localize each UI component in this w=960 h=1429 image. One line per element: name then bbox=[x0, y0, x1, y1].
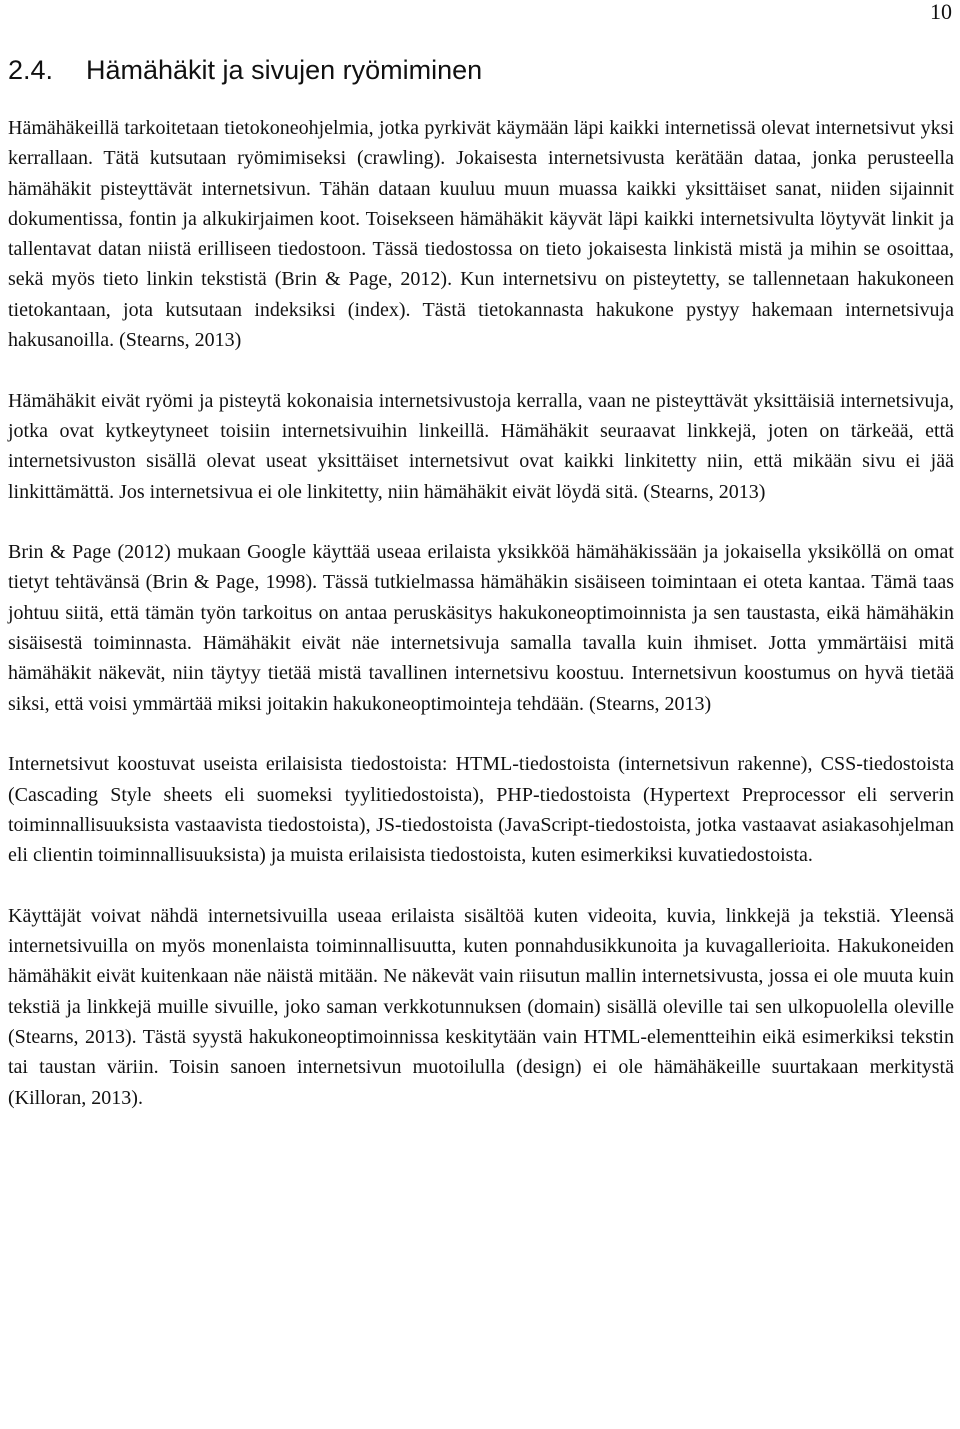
page-number: 10 bbox=[930, 0, 952, 24]
paragraph-spider-view: Käyttäjät voivat nähdä internetsivuilla useaa erilaista sisältöä kuten videoita, kuvia, linkkejä ja tekstiä. Yleensä internetsivuilla on myös monenlaista toiminnallisuutta, kuten ponnahdusikkunoita ja kuvagallerioita. Hakukoneiden hämähäkit eivät kuitenkaan näe näistä mitään. Ne näkevät vain riisutun mallin internetsivusta, jossa ei ole muuta kuin tekstiä ja linkkejä muille sivuille, joko saman verkkotunnuksen (domain) sisällä oleville tai sen ulkopuolella oleville (Stearns, 2013). Tästä syystä hakukoneoptimoinnissa keskitytään vain HTML-elementteihin eikä esimerkiksi tekstin tai taustan väriin. Toisin sanoen internetsivun muotoilulla (design) ei ole hämähäkeille suurtakaan merkitystä (Killoran, 2013). bbox=[8, 904, 954, 1109]
section-heading bbox=[8, 50, 482, 90]
paragraph-google-spider: Brin & Page (2012) mukaan Google käyttää useaa erilaista yksikköä hämähäkissään ja jokaisella yksiköllä on omat tietyt tehtävänsä (Brin & Page, 1998). Tässä tutkielmassa hämähäkin sisäiseen toimintaan ei oteta kantaa. Tämä taas johtuu siitä, että tämän työn tarkoitus on antaa peruskäsitys hakukoneoptimoinnista ja sen taustasta, eikä hämähäkin sisäisestä toiminnasta. Hämähäkit eivät näe internetsivuja samalla tavalla kuin ihmiset. Jotta ymmärtäisi mitä hämähäkit näkevät, niin täytyy tietää mistä tavallinen internetsivu koostuu. Internetsivun koostumus on hyvä tietää siksi, että voisi ymmärtää miksi joitakin hakukoneoptimointeja tehdään. (Stearns, 2013) bbox=[8, 541, 954, 715]
paragraph-crawling: Hämähäkeillä tarkoitetaan tietokoneohjelmia, jotka pyrkivät käymään läpi kaikki internetissä olevat internetsivut yksi kerrallaan. Tätä kutsutaan ryömimiseksi (crawling). Jokaisesta internetsivusta kerätään dataa, jonka perusteella hämähäkit pisteyttävät internetsivun. Tähän dataan kuuluu muun muassa kaikki yksittäiset sanat, niiden sijainnit dokumentissa, fontin ja alkukirjaimen koot. Toisekseen hämähäkit käyvät läpi kaikki internetsivulta löytyvät linkit ja tallentavat datan niistä erilliseen tiedostoon. Tässä tiedostossa on tieto jokaisesta linkistä mistä ja mihin se osoittaa, sekä myös tieto linkin tekstistä (Brin & Page, 2012). Kun internetsivu on pisteytetty, se tallennetaan hakukoneen tietokantaan, jota kutsutaan indeksiksi (index). Tästä tietokannasta hakukone pystyy hakemaan internetsivuja hakusanoilla. (Stearns, 2013) bbox=[8, 117, 954, 352]
paragraph-linking: Hämähäkit eivät ryömi ja pisteytä kokonaisia internetsivustoja kerralla, vaan ne pisteyttävät yksittäisiä internetsivuja, jotka ovat kytkeytyneet toisiin internetsivuihin linkeillä. Hämähäkit seuraavat linkkejä, joten on tärkeää, että internetsivuston sisällä olevat useat yksittäiset internetsivut ovat kaikki linkitetty niin, että mikään sivu ei jää linkittämättä. Jos internetsivua ei ole linkitetty, niin hämähäkit eivät löydä sitä. (Stearns, 2013) bbox=[8, 389, 954, 503]
section-title: Hämähäkit ja sivujen ryömiminen bbox=[86, 55, 483, 85]
body-text bbox=[8, 113, 954, 1113]
paragraph-file-types: Internetsivut koostuvat useista erilaisista tiedostoista: HTML-tiedostoista (internetsivun rakenne), CSS-tiedostoista (Cascading Style sheets eli suomeksi tyylitiedostoista), PHP-tiedostoista (Hypertext Preprocessor eli serverin toiminnallisuuksista vastaavista tiedostoista), JS-tiedostoista (JavaScript-tiedostoista, jotka vastaavat asiakasohjelman eli clientin toiminnallisuuksista) ja muista erilaisista tiedostoista, kuten esimerkiksi kuvatiedostoista. bbox=[8, 753, 954, 867]
section-number: 2.4. bbox=[8, 55, 54, 85]
